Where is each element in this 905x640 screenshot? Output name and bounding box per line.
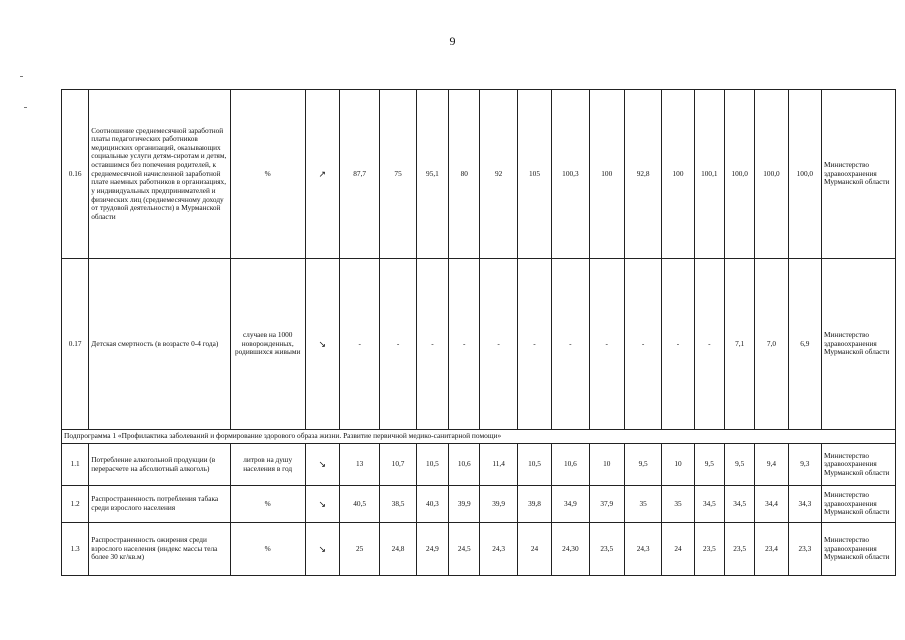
responsible-cell: Министерство здравоохранения Мурманской области: [822, 90, 896, 259]
value-cell: 24: [662, 523, 694, 576]
value-cell: 39,8: [517, 486, 551, 523]
value-cell: -: [449, 259, 480, 430]
responsible-cell: Министерство здравоохранения Мурманской области: [822, 444, 896, 486]
value-cell: 100: [662, 90, 694, 259]
value-cell: -: [416, 259, 448, 430]
row-number: 1.3: [62, 523, 89, 576]
trend-arrow-icon: ↘: [305, 259, 339, 430]
table-row: [62, 90, 896, 259]
indicators-table: [61, 89, 896, 576]
value-cell: -: [662, 259, 694, 430]
value-cell: 10: [589, 444, 624, 486]
value-cell: 34,4: [755, 486, 788, 523]
value-cell: 24: [517, 523, 551, 576]
value-cell: 37,9: [589, 486, 624, 523]
value-cell: -: [339, 259, 379, 430]
responsible-cell: Министерство здравоохранения Мурманской области: [822, 486, 896, 523]
unit-cell: %: [230, 90, 305, 259]
value-cell: 100,0: [725, 90, 755, 259]
value-cell: 87,7: [339, 90, 379, 259]
table-row: [62, 523, 896, 576]
unit-cell: %: [230, 486, 305, 523]
value-cell: -: [624, 259, 661, 430]
value-cell: 13: [339, 444, 379, 486]
row-number: 0.16: [62, 90, 89, 259]
value-cell: 92,8: [624, 90, 661, 259]
value-cell: 95,1: [416, 90, 448, 259]
value-cell: 9,3: [788, 444, 821, 486]
value-cell: 100,1: [694, 90, 724, 259]
value-cell: 24,3: [480, 523, 517, 576]
row-number: 1.2: [62, 486, 89, 523]
value-cell: 9,4: [755, 444, 788, 486]
value-cell: -: [589, 259, 624, 430]
value-cell: 23,3: [788, 523, 821, 576]
responsible-cell: Министерство здравоохранения Мурманской области: [822, 523, 896, 576]
unit-cell: литров на душу населения в год: [230, 444, 305, 486]
value-cell: 11,4: [480, 444, 517, 486]
value-cell: 24,8: [380, 523, 416, 576]
subprogram-title: Подпрограмма 1 «Профилактика заболеваний и формирование здорового образа жизни. Развитие первичной медико-санитарной помощи»: [62, 430, 896, 444]
value-cell: 39,9: [480, 486, 517, 523]
value-cell: 7,0: [755, 259, 788, 430]
trend-arrow-icon: ↘: [305, 444, 339, 486]
row-number: 1.1: [62, 444, 89, 486]
value-cell: 40,5: [339, 486, 379, 523]
value-cell: 35: [662, 486, 694, 523]
value-cell: 23,5: [589, 523, 624, 576]
table-row: [62, 486, 896, 523]
value-cell: 34,9: [552, 486, 589, 523]
value-cell: 100,3: [552, 90, 589, 259]
indicator-name: Распространенность потребления табака среди взрослого населения: [89, 486, 231, 523]
value-cell: 80: [449, 90, 480, 259]
value-cell: 92: [480, 90, 517, 259]
value-cell: 34,3: [788, 486, 821, 523]
page-number: 9: [449, 34, 456, 48]
responsible-cell: Министерство здравоохранения Мурманской области: [822, 259, 896, 430]
value-cell: 24,3: [624, 523, 661, 576]
value-cell: 23,5: [694, 523, 724, 576]
trend-arrow-icon: ↗: [305, 90, 339, 259]
unit-cell: случаев на 1000 новорожденных, родившихся живыми: [230, 259, 305, 430]
value-cell: -: [380, 259, 416, 430]
value-cell: -: [480, 259, 517, 430]
value-cell: 6,9: [788, 259, 821, 430]
value-cell: 100: [589, 90, 624, 259]
subprogram-row: [62, 430, 896, 444]
value-cell: 34,5: [694, 486, 724, 523]
value-cell: 100,0: [755, 90, 788, 259]
value-cell: 39,9: [449, 486, 480, 523]
value-cell: 24,5: [449, 523, 480, 576]
value-cell: 10,5: [416, 444, 448, 486]
value-cell: 10,6: [552, 444, 589, 486]
value-cell: 9,5: [624, 444, 661, 486]
value-cell: 10,7: [380, 444, 416, 486]
value-cell: 24,30: [552, 523, 589, 576]
unit-cell: %: [230, 523, 305, 576]
margin-mark: [20, 76, 23, 77]
value-cell: 9,5: [725, 444, 755, 486]
margin-mark: [24, 107, 27, 108]
value-cell: -: [517, 259, 551, 430]
value-cell: 105: [517, 90, 551, 259]
value-cell: -: [552, 259, 589, 430]
trend-arrow-icon: ↘: [305, 523, 339, 576]
value-cell: 75: [380, 90, 416, 259]
indicator-name: Соотношение среднемесячной заработной платы педагогических работников медицинских организаций, оказывающих социальные услуги детям-сиротам и детям, оставшимся без попечения родителей, к среднемесячной начисленной заработной плате наемных работников в организациях, у индивидуальных предпринимателей и физических лиц (среднемесячному доходу от трудовой деятельности) в Мурманской области: [89, 90, 231, 259]
indicator-name: Детская смертность (в возрасте 0-4 года): [89, 259, 231, 430]
value-cell: 24,9: [416, 523, 448, 576]
value-cell: 35: [624, 486, 661, 523]
table-row: [62, 444, 896, 486]
value-cell: 23,5: [725, 523, 755, 576]
value-cell: 10,5: [517, 444, 551, 486]
value-cell: -: [694, 259, 724, 430]
table-row: [62, 259, 896, 430]
value-cell: 38,5: [380, 486, 416, 523]
value-cell: 9,5: [694, 444, 724, 486]
indicator-name: Распространенность ожирения среди взрослого населения (индекс массы тела более 30 кг/кв.м): [89, 523, 231, 576]
value-cell: 10: [662, 444, 694, 486]
value-cell: 23,4: [755, 523, 788, 576]
trend-arrow-icon: ↘: [305, 486, 339, 523]
value-cell: 40,3: [416, 486, 448, 523]
value-cell: 25: [339, 523, 379, 576]
row-number: 0.17: [62, 259, 89, 430]
value-cell: 34,5: [725, 486, 755, 523]
value-cell: 10,6: [449, 444, 480, 486]
value-cell: 7,1: [725, 259, 755, 430]
indicator-name: Потребление алкогольной продукции (в перерасчете на абсолютный алкоголь): [89, 444, 231, 486]
value-cell: 100,0: [788, 90, 821, 259]
